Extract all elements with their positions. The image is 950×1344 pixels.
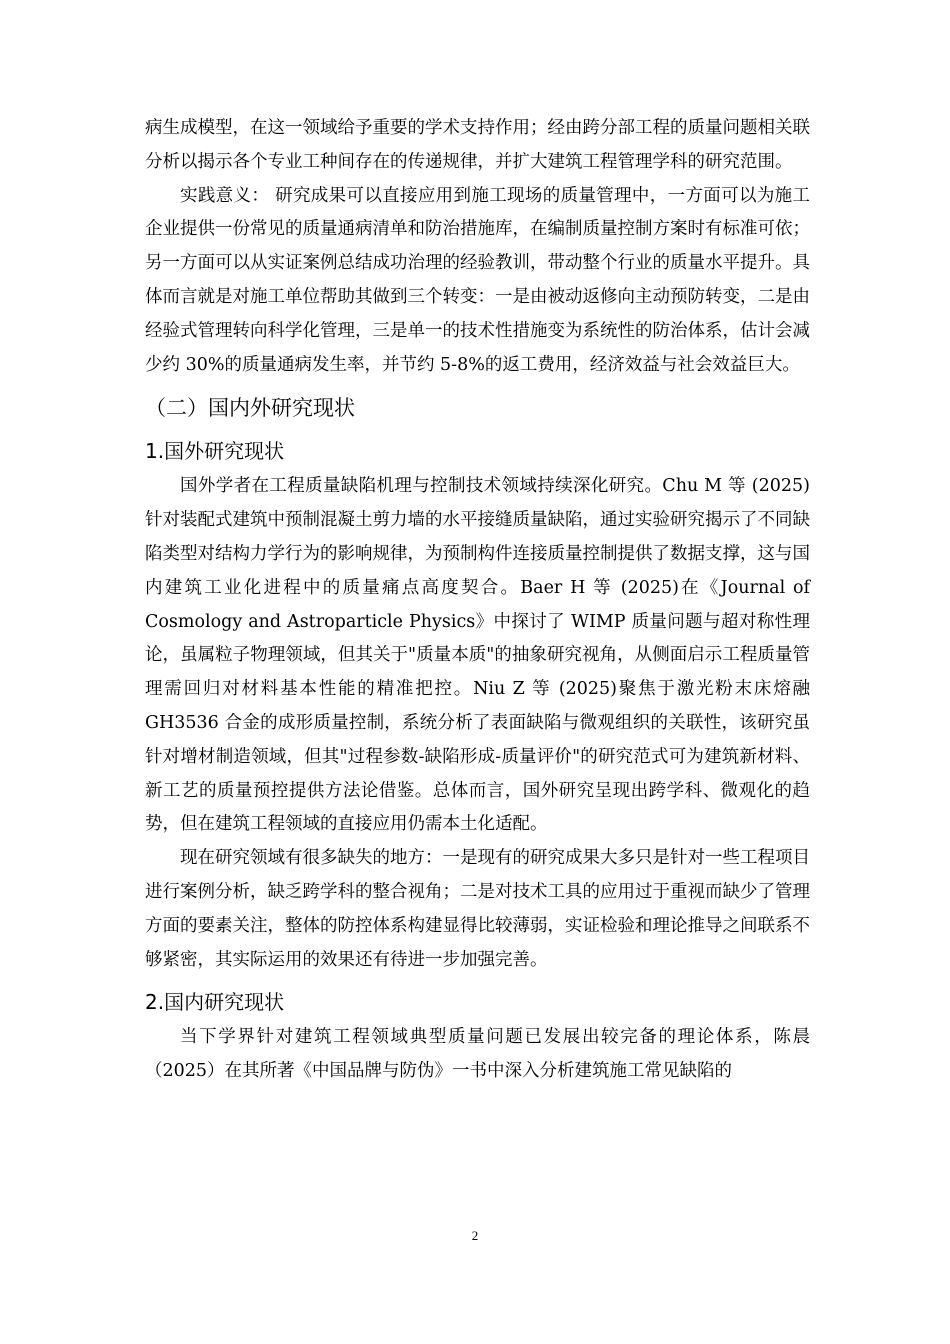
section-heading: （二）国内外研究现状 <box>145 396 355 421</box>
paragraph-continuation: 病生成模型，在这一领域给予重要的学术支持作用；经由跨分部工程的质量问题相关联分析以揭示各个专业工种间存在的传递规律，并扩大建筑工程管理学科的研究范围。 <box>145 118 810 172</box>
paragraph-practical-significance: 实践意义： 研究成果可以直接应用到施工现场的质量管理中，一方面可以为施工企业提供一份常见的质量通病清单和防治措施库，在编制质量控制方案时有标准可依；另一方面可以从实证案例总结成功治理的经验教训，带动整个行业的质量水平提升。具体而言就是对施工单位帮助其做到三个转变：一是由被动返修向主动预防转变，二是由经验式管理转向科学化管理，三是单一的技术性措施变为系统性的防治体系，估计会减少约 30%的质量通病发生率，并节约 5-8%的返工费用，经济效益与社会效益巨大。 <box>145 185 810 375</box>
paragraph-domestic-research: 当下学界针对建筑工程领域典型质量问题已发展出较完备的理论体系，陈晨（2025）在其所著《中国品牌与防伪》一书中深入分析建筑施工常见缺陷的 <box>145 1027 810 1082</box>
subsection-heading-domestic: 2.国内研究现状 <box>145 990 285 1015</box>
paragraph-foreign-research: 国外学者在工程质量缺陷机理与控制技术领域持续深化研究。Chu M 等 (2025)针对装配式建筑中预制混凝土剪力墙的水平接缝质量缺陷，通过实验研究揭示了不同缺陷类型对结构力学行为的影响规律，为预制构件连接质量控制提供了数据支撑，这与国内建筑工业化进程中的质量痛点高度契合。Baer H 等 (2025)在《Journal of Cosmology and Astroparticle Physics》中探讨了 WIMP 质量问题与超对称性理论，虽属粒子物理领域，但其关于"质量本质"的抽象研究视角，从侧面启示工程质量管理需回归对材料基本性能的精准把控。Niu Z 等 (2025)聚焦于激光粉末床熔融 GH3536 合金的成形质量控制，系统分析了表面缺陷与微观组织的关联性，该研究虽针对增材制造领域，但其"过程参数-缺陷形成-质量评价"的研究范式可为建筑新材料、新工艺的质量预控提供方法论借鉴。总体而言，国外研究呈现出跨学科、微观化的趋势，但在建筑工程领域的直接应用仍需本土化适配。 <box>145 476 810 835</box>
page-number: 2 <box>471 1228 479 1243</box>
subsection-heading-foreign: 1.国外研究现状 <box>145 439 285 464</box>
paragraph-research-gaps: 现在研究领域有很多缺失的地方：一是现有的研究成果大多只是针对一些工程项目进行案例分析，缺乏跨学科的整合视角；二是对技术工具的应用过于重视而缺少了管理方面的要素关注，整体的防控体系构建显得比较薄弱，实证检验和理论推导之间联系不够紧密，其实际运用的效果还有待进一步加强完善。 <box>145 848 810 970</box>
document-body <box>145 112 810 1089</box>
